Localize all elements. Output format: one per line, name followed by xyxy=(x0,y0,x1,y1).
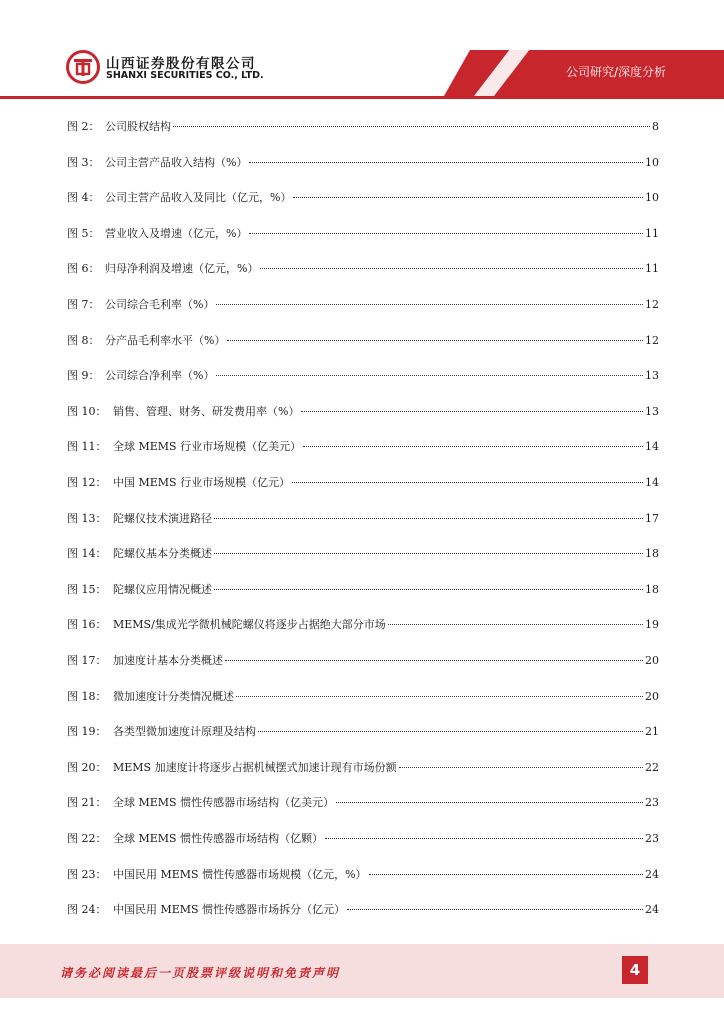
page-reference: 8 xyxy=(652,120,659,133)
header-divider xyxy=(0,96,724,99)
figure-number: 图 24： xyxy=(67,903,107,917)
page-reference: 13 xyxy=(645,369,659,383)
toc-entry[interactable] xyxy=(67,510,659,528)
page-reference: 20 xyxy=(645,654,659,667)
toc-entry[interactable] xyxy=(67,403,659,421)
toc-entry[interactable] xyxy=(67,118,659,136)
figure-number: 图 4： xyxy=(67,191,100,205)
figure-title: 陀螺仪基本分类概述 xyxy=(113,547,212,561)
figure-number: 图 18： xyxy=(67,689,107,703)
figure-title: 全球 MEMS 惯性传感器市场结构（亿颗） xyxy=(113,832,324,845)
figure-title: 分产品毛利率水平（%） xyxy=(105,333,226,347)
page-reference: 24 xyxy=(645,867,659,881)
figure-number: 图 14： xyxy=(67,547,107,561)
dot-leader xyxy=(369,873,643,875)
dot-leader xyxy=(347,908,643,910)
page-reference: 19 xyxy=(645,618,659,632)
dot-leader xyxy=(216,374,643,376)
figure-title: MEMS 加速度计将逐步占据机械摆式加速计现有市场份额 xyxy=(113,760,397,774)
page-reference: 10 xyxy=(645,191,659,205)
toc-entry[interactable] xyxy=(67,260,659,278)
dot-leader xyxy=(173,125,650,127)
figure-number: 图 17： xyxy=(67,654,107,667)
dot-leader xyxy=(249,232,643,234)
toc-entry[interactable] xyxy=(67,901,659,919)
dot-leader xyxy=(236,695,643,697)
dot-leader xyxy=(336,801,643,803)
figure-number: 图 22： xyxy=(67,832,107,845)
toc-entry[interactable] xyxy=(67,474,659,492)
figure-title: 公司综合毛利率（%） xyxy=(105,298,215,311)
dot-leader xyxy=(388,623,643,625)
page-reference: 24 xyxy=(645,903,659,917)
figure-title: 公司综合净利率（%） xyxy=(105,369,215,383)
dot-leader xyxy=(303,445,643,447)
figure-title: 营业收入及增速（亿元，%） xyxy=(105,226,248,240)
page-header xyxy=(0,0,724,100)
toc-entry[interactable] xyxy=(67,367,659,385)
figure-number: 图 11： xyxy=(67,440,107,454)
toc-entry[interactable] xyxy=(67,759,659,777)
dot-leader xyxy=(301,410,643,412)
figure-title: 归母净利润及增速（亿元，%） xyxy=(105,262,259,276)
page-reference: 10 xyxy=(645,155,659,169)
toc-entry[interactable] xyxy=(67,438,659,456)
dot-leader xyxy=(399,766,643,768)
page-reference: 23 xyxy=(645,796,659,810)
figure-number: 图 6： xyxy=(67,262,100,276)
dot-leader xyxy=(216,303,643,305)
figure-number: 图 12： xyxy=(67,476,107,489)
page-number-badge: 4 xyxy=(622,956,648,984)
figure-number: 图 9： xyxy=(67,369,100,383)
figure-title: 公司主营产品收入及同比（亿元，%） xyxy=(105,191,292,205)
toc-entry[interactable] xyxy=(67,866,659,884)
page-reference: 22 xyxy=(645,760,659,774)
figure-title: 各类型微加速度计原理及结构 xyxy=(113,725,256,739)
figure-number: 图 3： xyxy=(67,155,100,169)
figure-title: 中国 MEMS 行业市场规模（亿元） xyxy=(113,476,291,489)
page-reference: 12 xyxy=(645,298,659,311)
figure-number: 图 8： xyxy=(67,333,100,347)
page-reference: 18 xyxy=(645,582,659,596)
figure-number: 图 16： xyxy=(67,618,107,632)
company-name-cn: 山西证券股份有限公司 xyxy=(106,56,256,72)
dot-leader xyxy=(293,196,643,198)
toc-entry[interactable] xyxy=(67,189,659,207)
page-reference: 17 xyxy=(645,511,659,525)
header-banner xyxy=(0,0,724,100)
figure-number: 图 19： xyxy=(67,725,107,739)
figure-number: 图 21： xyxy=(67,796,107,810)
toc-entry[interactable] xyxy=(67,332,659,350)
dot-leader xyxy=(214,517,643,519)
page-reference: 11 xyxy=(645,226,659,240)
figure-number: 图 20： xyxy=(67,760,107,774)
toc-entry[interactable] xyxy=(67,225,659,243)
figure-number: 图 7： xyxy=(67,298,100,311)
toc-entry[interactable] xyxy=(67,545,659,563)
dot-leader xyxy=(214,552,643,554)
toc-entry[interactable] xyxy=(67,830,659,848)
figure-number: 图 5： xyxy=(67,226,100,240)
dot-leader xyxy=(225,659,643,661)
dot-leader xyxy=(260,267,643,269)
page-footer xyxy=(0,944,724,998)
figure-title: 全球 MEMS 惯性传感器市场结构（亿美元） xyxy=(113,796,335,810)
toc-entry[interactable] xyxy=(67,652,659,670)
figure-number: 图 10： xyxy=(67,404,107,418)
figure-number: 图 23： xyxy=(67,867,107,881)
figure-title: 销售、管理、财务、研发费用率（%） xyxy=(113,404,300,418)
toc-entry[interactable] xyxy=(67,581,659,599)
toc-entry[interactable] xyxy=(67,688,659,706)
toc-entry[interactable] xyxy=(67,616,659,634)
figure-title: 公司股权结构 xyxy=(105,120,171,133)
toc-entry[interactable] xyxy=(67,723,659,741)
dot-leader xyxy=(249,161,643,163)
figure-title: MEMS/集成光学微机械陀螺仪将逐步占据绝大部分市场 xyxy=(113,618,386,632)
figure-title: 全球 MEMS 行业市场规模（亿美元） xyxy=(113,440,302,454)
toc-entry[interactable] xyxy=(67,794,659,812)
toc-entry[interactable] xyxy=(67,296,659,314)
figure-title: 微加速度计分类情况概述 xyxy=(113,689,234,703)
page-reference: 12 xyxy=(645,333,659,347)
dot-leader xyxy=(292,481,643,483)
page-reference: 20 xyxy=(645,689,659,703)
dot-leader xyxy=(214,588,643,590)
page-reference: 13 xyxy=(645,404,659,418)
company-logo-icon xyxy=(66,50,100,84)
report-category: 公司研究/深度分析 xyxy=(565,65,666,79)
page-reference: 18 xyxy=(645,547,659,561)
company-name-en: SHANXI SECURITIES CO., LTD. xyxy=(106,70,264,81)
page-reference: 14 xyxy=(645,476,659,489)
page-reference: 14 xyxy=(645,440,659,454)
figure-title: 陀螺仪应用情况概述 xyxy=(113,582,212,596)
figure-title: 中国民用 MEMS 惯性传感器市场拆分（亿元） xyxy=(113,903,346,917)
page-reference: 11 xyxy=(645,262,659,276)
disclaimer-note: 请务必阅读最后一页股票评级说明和免责声明 xyxy=(60,966,341,980)
figure-title: 陀螺仪技术演进路径 xyxy=(113,511,212,525)
figure-title: 公司主营产品收入结构（%） xyxy=(105,155,248,169)
page-reference: 21 xyxy=(645,725,659,739)
dot-leader xyxy=(258,730,643,732)
figure-number: 图 15： xyxy=(67,582,107,596)
figure-title: 加速度计基本分类概述 xyxy=(113,654,223,667)
figure-number: 图 13： xyxy=(67,511,107,525)
dot-leader xyxy=(325,837,643,839)
page-reference: 23 xyxy=(645,832,659,845)
dot-leader xyxy=(227,339,643,341)
figure-number: 图 2： xyxy=(67,120,100,133)
figure-title: 中国民用 MEMS 惯性传感器市场规模（亿元，%） xyxy=(113,867,367,881)
toc-entry[interactable] xyxy=(67,154,659,172)
